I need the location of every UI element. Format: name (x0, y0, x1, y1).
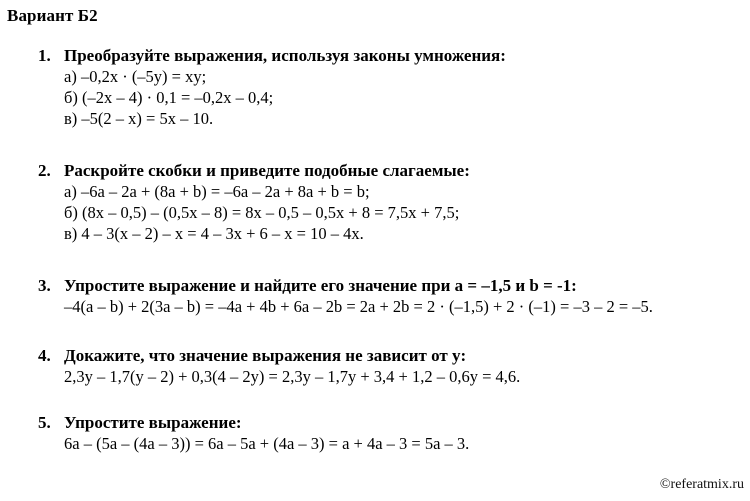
task-title: Упростите выражение и найдите его значение при a = –1,5 и b = -1: (64, 276, 577, 295)
task-line: в) 4 – 3(x – 2) – x = 4 – 3x + 6 – x = 10 – 4x. (64, 224, 364, 243)
task-number: 1. (38, 46, 51, 65)
variant-title: Вариант Б2 (7, 6, 98, 25)
task-heading (38, 45, 738, 66)
task-line: 2,3y – 1,7(y – 2) + 0,3(4 – 2y) = 2,3y – 1,7y + 3,4 + 1,2 – 0,6y = 4,6. (64, 367, 521, 386)
task-title: Упростите выражение: (64, 413, 242, 432)
task-heading (38, 345, 738, 366)
task-line: в) –5(2 – x) = 5x – 10. (64, 109, 214, 128)
task-3 (38, 275, 738, 317)
task-line: –4(a – b) + 2(3a – b) = –4a + 4b + 6a – 2b = 2a + 2b = 2 · (–1,5) + 2 · (–1) = –3 – 2 = –5. (64, 297, 653, 316)
task-line: б) (8x – 0,5) – (0,5x – 8) = 8x – 0,5 – 0,5x + 8 = 7,5x + 7,5; (64, 203, 460, 222)
task-title: Раскройте скобки и приведите подобные слагаемые: (64, 161, 470, 180)
task-line: а) –6a – 2a + (8a + b) = –6a – 2a + 8a + b = b; (64, 182, 370, 201)
task-5 (38, 412, 738, 454)
task-number: 2. (38, 161, 51, 180)
task-number: 4. (38, 346, 51, 365)
task-4 (38, 345, 738, 387)
task-title: Преобразуйте выражения, используя законы умножения: (64, 46, 506, 65)
task-2 (38, 160, 738, 244)
task-line: 6a – (5a – (4a – 3)) = 6a – 5a + (4a – 3) = a + 4a – 3 = 5a – 3. (64, 434, 470, 453)
task-number: 5. (38, 413, 51, 432)
watermark: ©referatmix.ru (659, 477, 744, 492)
task-title: Докажите, что значение выражения не зависит от y: (64, 346, 467, 365)
task-line: б) (–2x – 4) · 0,1 = –0,2x – 0,4; (64, 88, 274, 107)
task-heading (38, 412, 738, 433)
task-heading (38, 275, 738, 296)
task-1 (38, 45, 738, 129)
task-heading (38, 160, 738, 181)
task-line: а) –0,2x · (–5y) = xy; (64, 67, 207, 86)
task-number: 3. (38, 276, 51, 295)
